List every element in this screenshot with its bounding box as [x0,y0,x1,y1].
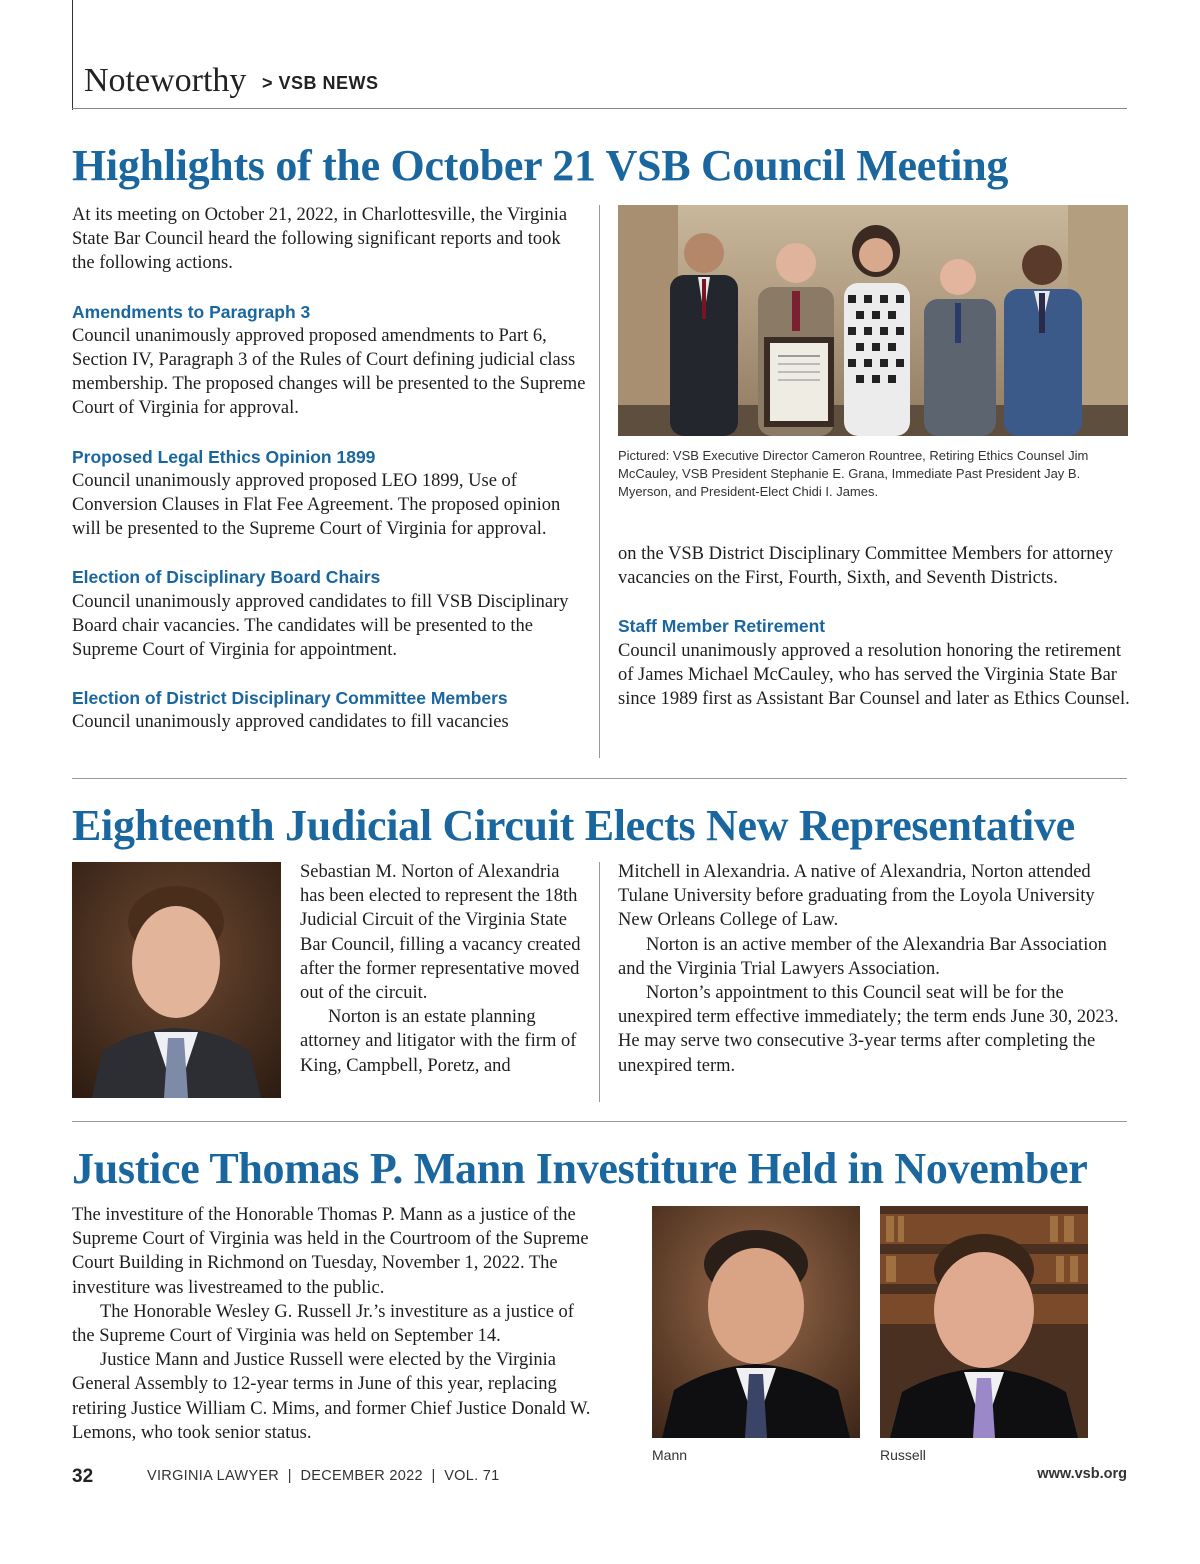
article2-right-column [618,860,1130,1078]
page-number: 32 [72,1466,94,1487]
article3-text-column [72,1203,597,1445]
russell-caption: Russell [880,1447,926,1463]
article2-left-column [300,860,585,1078]
article3-paragraph-3: Justice Mann and Justice Russell were elected by the Virginia General Assembly to 12-year terms in June of this year, replacing retiring Justice William C. Mims, and former Chief Justice Donald W. Lemons, who took senior status. [72,1350,591,1443]
article2-paragraph-4: Norton’s appointment to this Council seat will be for the unexpired term effective immediately; the term ends June 30, 2023. He may serve two consecutive 3-year terms after completing the unexpired term. [618,983,1119,1076]
article1-item4-text: Council unanimously approved candidates to fill vacancies [72,712,509,733]
article3-paragraph-1: The investiture of the Honorable Thomas P. Mann as a justice of the Supreme Court of Virginia was held in the Courtroom of the Supreme Court Building in Richmond on Tuesday, November 1, 2022. The investiture was livestreamed to the public. [72,1205,589,1298]
article3-paragraph-2: The Honorable Wesley G. Russell Jr.’s investiture as a justice of the Supreme Court of Virginia was held on September 14. [72,1301,574,1347]
article1-retirement-text: Council unanimously approved a resolution honoring the retirement of James Michael McCauley, who has served the Virginia State Bar since 1989 first as Assistant Bar Counsel and later as Ethics Counsel. [618,640,1130,710]
article1-item4-heading: Election of District Disciplinary Committee Members [72,688,508,709]
header-divider-vertical [72,0,73,110]
article2-column-rule [599,862,600,1102]
article1-item1-heading: Amendments to Paragraph 3 [72,301,311,322]
article1-title: Highlights of the October 21 VSB Council Meeting [72,141,1009,190]
group-photo-caption: Pictured: VSB Executive Director Cameron Rountree, Retiring Ethics Counsel Jim McCauley, VSB President Stephanie E. Grana, Immediate Past President Jay B. Myerson, and President-Elect Chidi I. James. [618,448,1089,499]
norton-portrait [72,862,281,1098]
article3-title: Justice Thomas P. Mann Investiture Held in November [72,1144,1088,1193]
article2-paragraph-1: Sebastian M. Norton of Alexandria has been elected to represent the 18th Judicial Circuit of the Virginia State Bar Council, filling a vacancy created after the former representative moved out of the circuit. [300,862,581,1004]
article1-right-column [618,542,1130,711]
section-subtitle: > VSB NEWS [262,73,379,93]
council-group-photo [618,205,1128,436]
article1-left-column [72,203,587,735]
section-divider-2 [72,1121,1127,1122]
website-url: www.vsb.org [1037,1466,1127,1482]
article2-paragraph-2-continued: Mitchell in Alexandria. A native of Alexandria, Norton attended Tulane University before graduating from the Loyola University New Orleans College of Law. [618,862,1095,931]
section-divider-1 [72,778,1127,779]
article2-paragraph-3: Norton is an active member of the Alexandria Bar Association and the Virginia Trial Lawyers Association. [618,934,1107,979]
article1-item2-heading: Proposed Legal Ethics Opinion 1899 [72,446,376,467]
article1-item1-text: Council unanimously approved proposed amendments to Part 6, Section IV, Paragraph 3 of the Rules of Court defining judicial class membership. The proposed changes will be presented to the Supreme Court of Virginia for approval. [72,325,586,419]
article1-item2-text: Council unanimously approved proposed LEO 1899, Use of Conversion Clauses in Flat Fee Agreement. The proposed opinion will be presented to the Supreme Court of Virginia for approval. [72,470,561,540]
article1-continued-text: on the VSB District Disciplinary Committee Members for attorney vacancies on the First, Fourth, Sixth, and Seventh Districts. [618,544,1113,589]
section-name: Noteworthy [84,62,247,99]
mann-caption: Mann [652,1447,688,1463]
article2-title: Eighteenth Judicial Circuit Elects New Representative [72,801,1075,850]
header-divider [72,108,1127,109]
article1-item3-heading: Election of Disciplinary Board Chairs [72,567,381,588]
article1-retirement-heading: Staff Member Retirement [618,616,826,637]
article2-paragraph-2: Norton is an estate planning attorney and litigator with the firm of King, Campbell, Poretz, and [300,1007,577,1076]
publication-info: VIRGINIA LAWYER | DECEMBER 2022 | VOL. 71 [147,1468,500,1484]
article1-intro: At its meeting on October 21, 2022, in Charlottesville, the Virginia State Bar Council heard the following significant reports and took the following actions. [72,205,568,274]
article1-item3-text: Council unanimously approved candidates to fill VSB Disciplinary Board chair vacancies. The candidates will be presented to the Supreme Court of Virginia for appointment. [72,591,569,661]
mann-portrait [652,1206,860,1438]
russell-portrait [880,1206,1088,1438]
article1-column-rule [599,205,600,758]
